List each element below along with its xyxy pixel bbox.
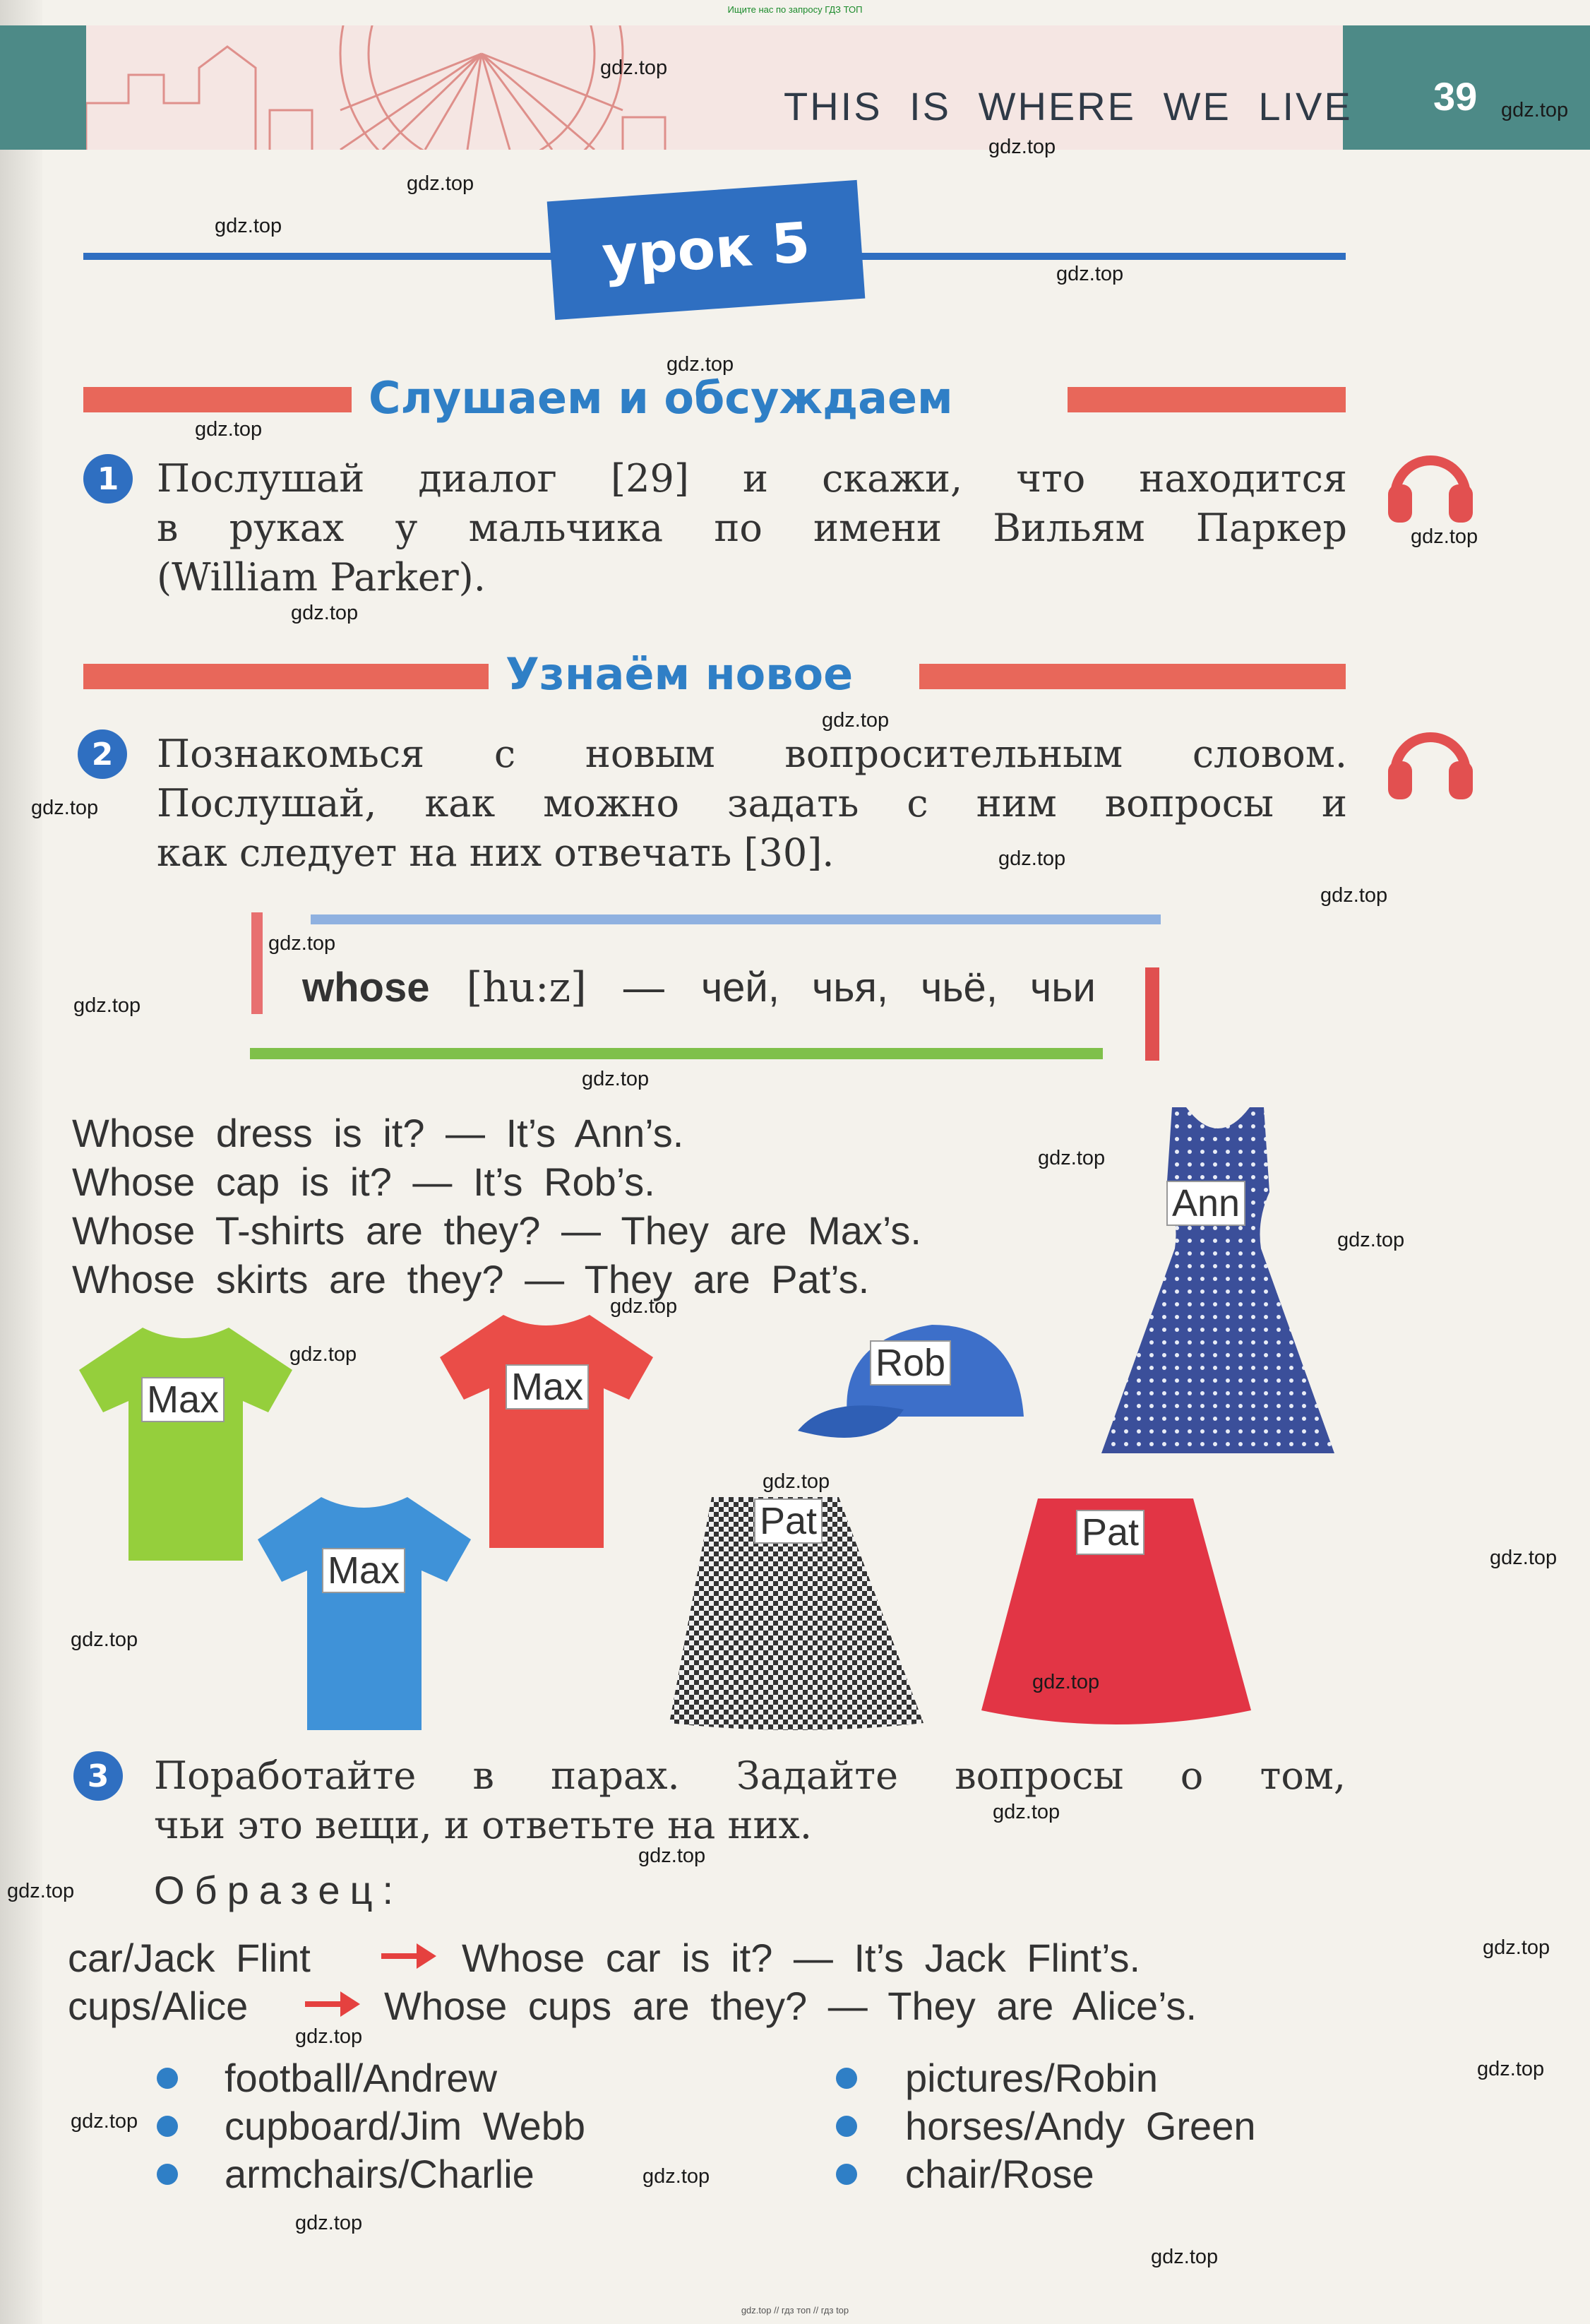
task-number-3: 3: [73, 1751, 123, 1801]
task-3-line-2: чьи это вещи, и ответьте на них.: [154, 1803, 813, 1847]
section-title-listen: Слушаем и обсуждаем: [369, 372, 953, 424]
vocab-frame-left: [251, 912, 263, 1014]
watermark: gdz.top: [291, 602, 359, 624]
vocab-word: whose: [302, 965, 430, 1011]
watermark: gdz.top: [1038, 1147, 1106, 1169]
bullet: [157, 2068, 178, 2089]
watermark: gdz.top: [1483, 1936, 1550, 1959]
running-head: THIS IS WHERE WE LIVE: [784, 84, 1353, 129]
watermark: gdz.top: [195, 418, 263, 441]
bullet: [157, 2164, 178, 2185]
section-banner-left: [83, 387, 352, 412]
sample-label: Образец:: [154, 1868, 404, 1912]
bullet: [836, 2116, 857, 2137]
watermark: gdz.top: [71, 1628, 138, 1651]
watermark: gdz.top: [71, 2110, 138, 2133]
example-sentence: Whose skirts are they? — They are Pat’s.: [72, 1257, 870, 1301]
top-notice: Ищите нас по запросу ГДЗ ТОП: [727, 4, 863, 15]
watermark: gdz.top: [993, 1801, 1060, 1823]
watermark: gdz.top: [582, 1068, 650, 1090]
watermark: gdz.top: [1490, 1547, 1558, 1569]
lesson-title: урок 5: [547, 180, 866, 320]
watermark: gdz.top: [600, 56, 668, 79]
watermark: gdz.top: [763, 1470, 830, 1493]
watermark: gdz.top: [642, 2165, 710, 2188]
watermark: gdz.top: [215, 215, 282, 237]
watermark: gdz.top: [7, 1880, 75, 1902]
example-sentence: Whose cap is it? — It’s Rob’s.: [72, 1160, 655, 1204]
bottom-notice: gdz.top // гдз топ // гдз top: [741, 2305, 849, 2316]
name-tag: Pat: [1076, 1510, 1144, 1555]
name-tag: Ann: [1166, 1181, 1245, 1226]
blue-t-shirt-picture: [256, 1497, 473, 1730]
name-tag: Pat: [754, 1498, 823, 1544]
task-number-1: 1: [83, 454, 133, 503]
watermark: gdz.top: [822, 709, 890, 732]
vocab-translation: чей, чья, чьё, чьи: [700, 965, 1096, 1011]
watermark: gdz.top: [31, 797, 99, 819]
book-spine-shadow: [0, 0, 42, 2324]
bullet: [836, 2164, 857, 2185]
sample-prompt: cups/Alice: [68, 1984, 249, 2028]
watermark: gdz.top: [998, 847, 1066, 870]
watermark: gdz.top: [1411, 525, 1478, 548]
name-tag: Max: [141, 1377, 225, 1422]
task-1-line-3: (William Parker).: [157, 555, 486, 600]
exercise-item: armchairs/Charlie: [225, 2152, 534, 2196]
task-number-2: 2: [78, 729, 127, 779]
task-2-line-3: как следует на них отвечать [30].: [157, 830, 835, 875]
watermark: gdz.top: [73, 994, 141, 1017]
sample-answer: Whose cups are they? — They are Alice’s.: [384, 1984, 1197, 2028]
watermark: gdz.top: [407, 172, 474, 195]
example-sentence: Whose dress is it? — It’s Ann’s.: [72, 1111, 684, 1155]
vocab-entry: [302, 963, 1096, 1011]
example-sentence: Whose T-shirts are they? — They are Max’s.: [72, 1208, 921, 1253]
bullet: [157, 2116, 178, 2137]
exercise-item: cupboard/Jim Webb: [225, 2104, 585, 2148]
name-tag: Max: [506, 1364, 589, 1410]
page-number: 39: [1433, 74, 1478, 119]
section-title-learn: Узнаём новое: [506, 648, 854, 700]
name-tag: Rob: [870, 1340, 951, 1386]
headphones-icon[interactable]: [1385, 712, 1476, 802]
exercise-item: chair/Rose: [905, 2152, 1094, 2196]
watermark: gdz.top: [1056, 263, 1124, 285]
watermark: gdz.top: [1032, 1671, 1100, 1693]
bullet: [836, 2068, 857, 2089]
arrow-right-icon: [305, 1989, 361, 2020]
watermark: gdz.top: [1337, 1229, 1405, 1251]
watermark: gdz.top: [1320, 884, 1388, 907]
section-banner-right: [1068, 387, 1346, 412]
sample-prompt: car/Jack Flint: [68, 1936, 311, 1980]
dress-picture: [1094, 1107, 1341, 1460]
exercise-item: horses/Andy Green: [905, 2104, 1256, 2148]
vocab-frame-top: [311, 914, 1161, 924]
task-1-text: [157, 454, 1347, 602]
watermark: gdz.top: [1501, 99, 1569, 121]
task-1-line-1: Послушай диалог [29] и скажи, что находится: [157, 456, 1347, 501]
watermark: gdz.top: [1151, 2246, 1219, 2268]
vocab-frame-bottom: [250, 1048, 1103, 1059]
sample-answer: Whose car is it? — It’s Jack Flint’s.: [462, 1936, 1141, 1980]
task-3-text: [154, 1751, 1346, 1850]
task-3-line-1: Поработайте в парах. Задайте вопросы о том,: [154, 1753, 1346, 1798]
watermark: gdz.top: [295, 2212, 363, 2234]
header-left-band: [0, 25, 86, 150]
task-2-line-1: Познакомься с новым вопросительным словом.: [157, 732, 1347, 776]
section-banner-right: [919, 664, 1346, 689]
task-2-text: [157, 729, 1347, 878]
task-1-line-2: в руках у мальчика по имени Вильям Паркер: [157, 506, 1347, 550]
watermark: gdz.top: [638, 1845, 706, 1867]
watermark: gdz.top: [295, 2025, 363, 2048]
watermark: gdz.top: [268, 932, 336, 955]
watermark: gdz.top: [610, 1295, 678, 1318]
exercise-item: football/Andrew: [225, 2056, 498, 2100]
watermark: gdz.top: [988, 136, 1056, 158]
watermark: gdz.top: [667, 353, 734, 376]
headphones-icon[interactable]: [1385, 435, 1476, 525]
watermark: gdz.top: [1477, 2058, 1545, 2080]
watermark: gdz.top: [289, 1343, 357, 1366]
section-banner-left: [83, 664, 489, 689]
arrow-right-icon: [381, 1941, 438, 1972]
vocab-transcription: [hu:z]: [466, 963, 587, 1011]
vocab-dash: —: [623, 965, 664, 1011]
name-tag: Max: [322, 1548, 405, 1593]
task-2-line-2: Послушай, как можно задать с ним вопросы и: [157, 781, 1347, 826]
exercise-item: pictures/Robin: [905, 2056, 1158, 2100]
vocab-frame-right: [1145, 967, 1159, 1061]
